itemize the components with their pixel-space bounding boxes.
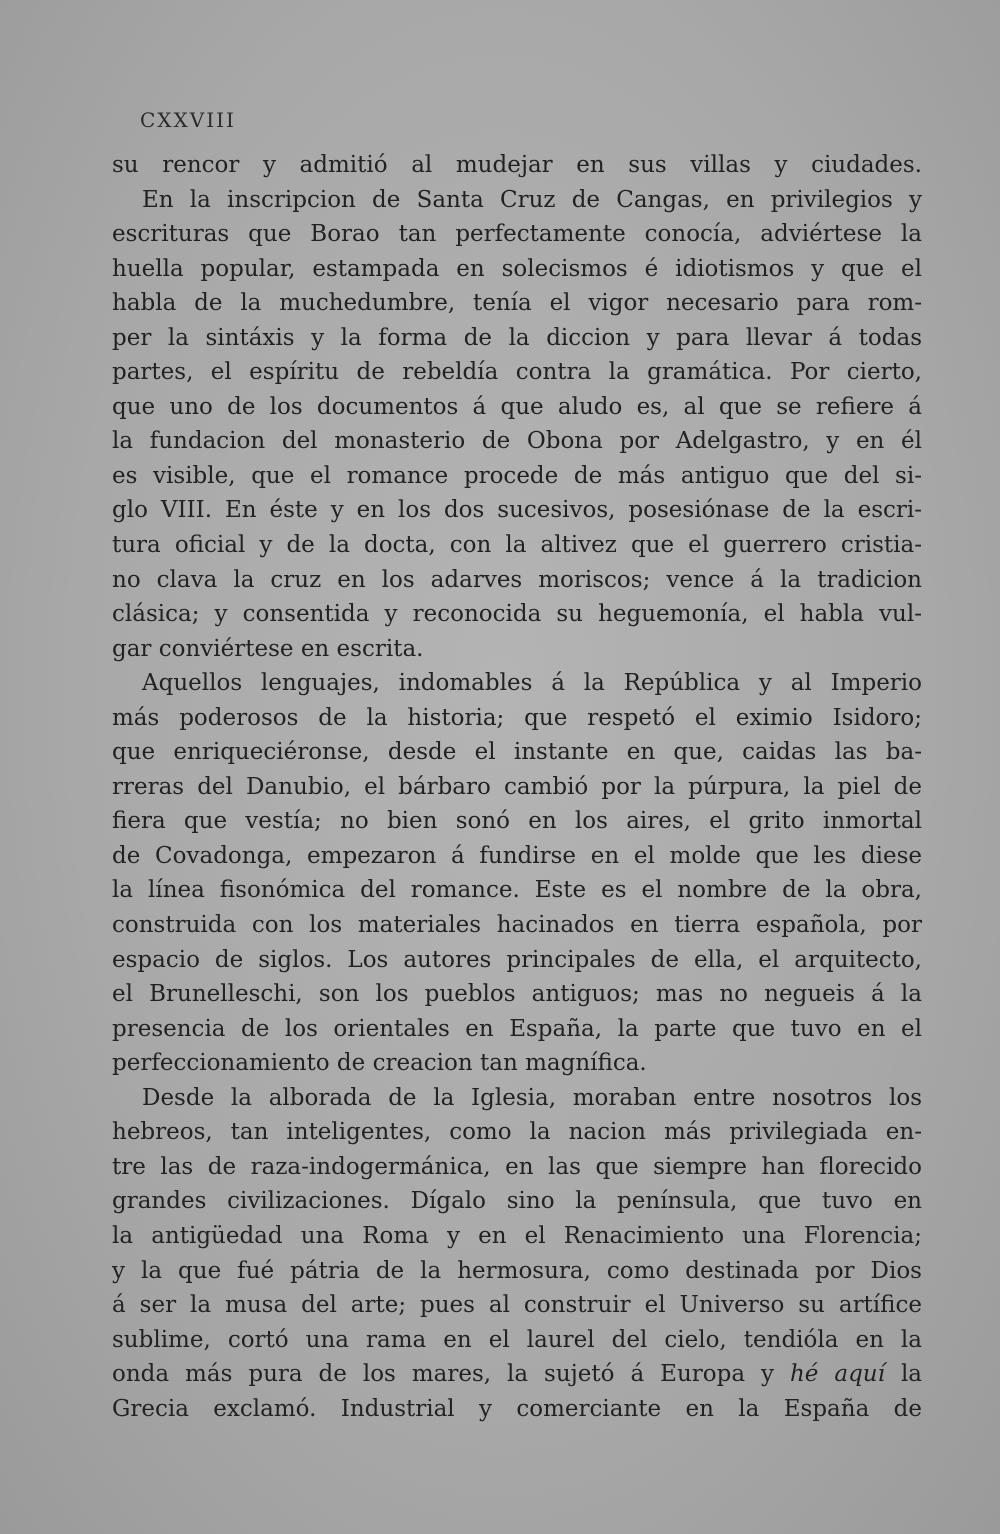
text-line: que enriqueciéronse, desde el instante en que, caidas las ba- xyxy=(112,739,922,766)
text-line: partes, el espíritu de rebeldía contra la gramática. Por cierto, xyxy=(112,359,922,386)
text-line: construida con los materiales hacinados en tierra española, por xyxy=(112,912,922,939)
text-line: la antigüedad una Roma y en el Renacimiento una Florencia; xyxy=(112,1222,922,1249)
text-line: sublime, cortó una rama en el laurel del cielo, tendióla en la xyxy=(112,1326,922,1353)
text-line: y la que fué pátria de la hermosura, como destinada por Dios xyxy=(112,1257,922,1284)
text-line: la fundacion del monasterio de Obona por Adelgastro, y en él xyxy=(112,428,922,455)
text-line: su rencor y admitió al mudejar en sus villas y ciudades. xyxy=(112,152,922,178)
text-line-with-italic xyxy=(112,1357,922,1392)
text-line: hebreos, tan inteligentes, como la nacion más privilegiada en- xyxy=(112,1119,922,1146)
text-segment: la xyxy=(900,1361,923,1388)
paragraph-start-line: Aquellos lenguajes, indomables á la República y al Imperio xyxy=(142,670,922,697)
text-line: grandes civilizaciones. Dígalo sino la península, que tuvo en xyxy=(112,1188,922,1215)
text-line: la línea fisonómica del romance. Este es el nombre de la obra, xyxy=(112,877,922,904)
text-line: no clava la cruz en los adarves moriscos; vence á la tradicion xyxy=(112,566,922,593)
text-line: más poderosos de la historia; que respetó el eximio Isidoro; xyxy=(112,704,922,731)
text-line: habla de la muchedumbre, tenía el vigor necesario para rom- xyxy=(112,290,922,317)
text-line: presencia de los orientales en España, la parte que tuvo en el xyxy=(112,1015,922,1042)
text-line: que uno de los documentos á que aludo es, al que se refiere á xyxy=(112,393,922,420)
text-line: escrituras que Borao tan perfectamente conocía, adviértese la xyxy=(112,221,922,248)
text-line: fiera que vestía; no bien sonó en los aires, el grito inmortal xyxy=(112,808,922,835)
body-text xyxy=(112,148,922,1426)
text-line: de Covadonga, empezaron á fundirse en el molde que les diese xyxy=(112,842,922,869)
text-line: glo VIII. En éste y en los dos sucesivos, posesiónase de la escri- xyxy=(112,497,922,524)
paragraph-end-line: perfeccionamiento de creacion tan magnífica. xyxy=(112,1050,647,1077)
text-line: espacio de siglos. Los autores principales de ella, el arquitecto, xyxy=(112,946,922,973)
text-line: Grecia exclamó. Industrial y comerciante en la España de xyxy=(112,1395,922,1422)
paragraph-start-line: Desde la alborada de la Iglesia, moraban entre nosotros los xyxy=(142,1084,922,1111)
text-line: el Brunelleschi, son los pueblos antiguos; mas no negueis á la xyxy=(112,981,922,1008)
text-segment: onda más pura de los mares, la sujetó á Europa y xyxy=(112,1361,774,1388)
paragraph-end-line: gar conviértese en escrita. xyxy=(112,635,424,662)
text-line: rreras del Danubio, el bárbaro cambió por la púrpura, la piel de xyxy=(112,773,922,800)
text-line: per la sintáxis y la forma de la diccion y para llevar á todas xyxy=(112,324,922,351)
text-line: á ser la musa del arte; pues al construir el Universo su artífice xyxy=(112,1292,922,1319)
paragraph-start-line: En la inscripcion de Santa Cruz de Cangas, en privilegios y xyxy=(142,186,922,213)
italic-phrase: hé aquí xyxy=(789,1361,885,1388)
text-line: tura oficial y de la docta, con la altivez que el guerrero cristia- xyxy=(112,532,922,559)
page-number: CXXVIII xyxy=(140,108,236,132)
text-line: huella popular, estampada en solecismos é idiotismos y que el xyxy=(112,255,922,282)
text-line: clásica; y consentida y reconocida su heguemonía, el habla vul- xyxy=(112,601,922,628)
text-line: es visible, que el romance procede de más antiguo que del si- xyxy=(112,462,922,489)
text-line: tre las de raza-indogermánica, en las que siempre han florecido xyxy=(112,1153,922,1180)
